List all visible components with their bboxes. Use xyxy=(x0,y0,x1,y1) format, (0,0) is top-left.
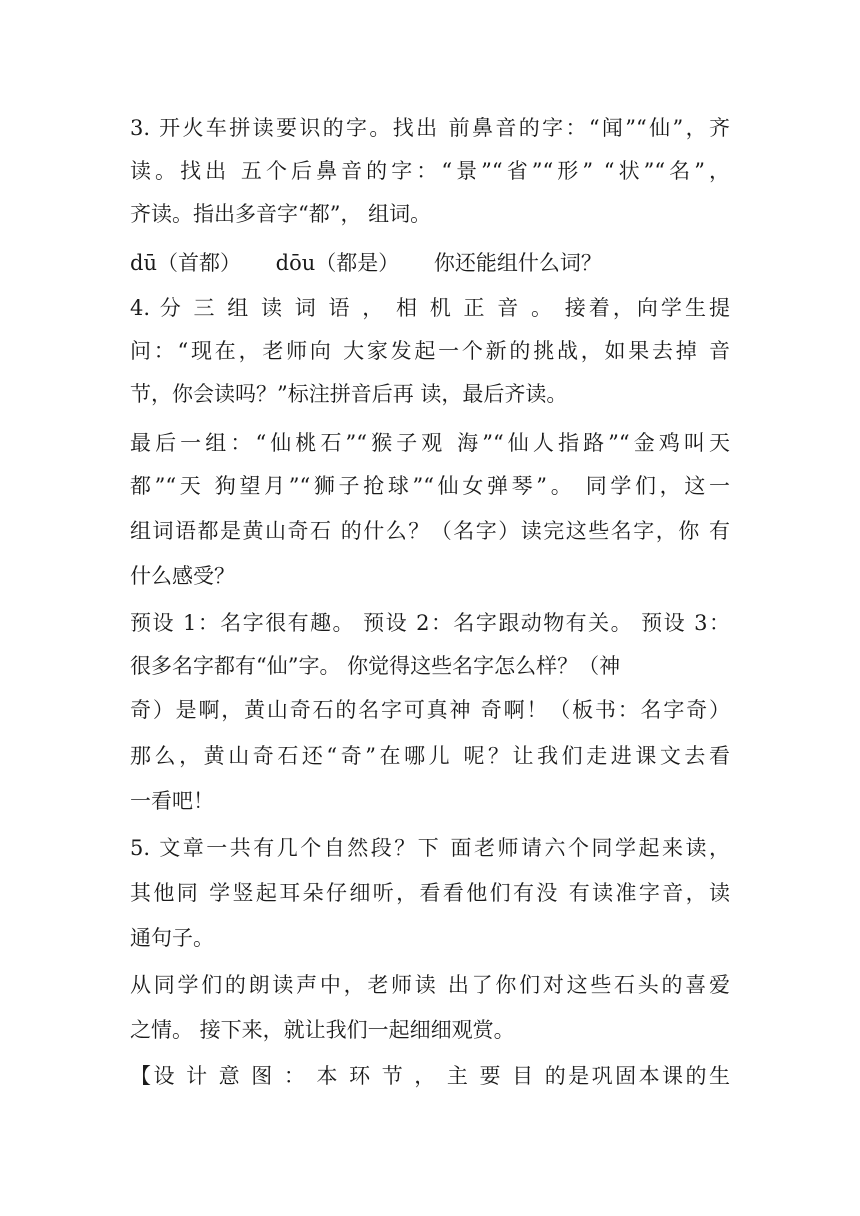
text-line-10: 组词语都是黄山奇石 的什么？（名字）读完这些名字，你 有 xyxy=(130,519,730,543)
text-line-2: 读。找出 五个后鼻音的字：“景”“省”“形” “状”“名”， xyxy=(130,159,730,183)
text-line-3: 齐读。指出多音字“都”， 组词。 xyxy=(130,202,432,226)
text-line-6: 问：“现在，老师向 大家发起一个新的挑战，如果去掉 音 xyxy=(130,339,730,363)
text-line-12: 预设 1：名字很有趣。 预设 2：名字跟动物有关。 预设 3： xyxy=(130,611,730,635)
text-line-21: 之情。 接下来，就让我们一起细细观赏。 xyxy=(130,1018,515,1042)
text-line-7: 节，你会读吗？”标注拼音后再 读，最后齐读。 xyxy=(130,382,568,406)
text-line-15: 那么，黄山奇石还“奇”在哪儿 呢？让我们走进课文去看 xyxy=(130,744,730,768)
text-line-11: 什么感受？ xyxy=(130,564,235,588)
text-line-4: dū（首都） dōu（都是） 你还能组什么词？ xyxy=(130,251,602,275)
text-line-5: 4. 分 三 组 读 词 语 ， 相 机 正 音 。 接着，向学生提 xyxy=(130,296,730,320)
text-line-1: 3. 开火车拼读要识的字。找出 前鼻音的字：“闻”“仙”，齐 xyxy=(130,116,730,140)
text-line-18: 其他同 学竖起耳朵仔细听，看看他们有没 有读准字音，读 xyxy=(130,881,730,905)
text-line-14: 奇）是啊，黄山奇石的名字可真神 奇啊！（板书：名字奇） xyxy=(130,698,730,722)
text-line-22: 【设 计 意 图 ： 本 环 节 ， 主 要 目 的是巩固本课的生 xyxy=(130,1064,730,1088)
text-line-8: 最后一组：“仙桃石”“猴子观 海”“仙人指路”“金鸡叫天 xyxy=(130,431,730,455)
text-line-19: 通句子。 xyxy=(130,926,214,950)
text-line-13: 很多名字都有“仙”字。 你觉得这些名字怎么样？（神 xyxy=(130,654,621,678)
text-line-9: 都”“天 狗望月”“狮子抢球”“仙女弹琴”。 同学们，这一 xyxy=(130,474,730,498)
text-line-20: 从同学们的朗读声中，老师读 出了你们对这些石头的喜爱 xyxy=(130,973,730,997)
text-line-17: 5. 文章一共有几个自然段？下 面老师请六个同学起来读， xyxy=(130,836,730,860)
text-line-16: 一看吧！ xyxy=(130,789,214,813)
